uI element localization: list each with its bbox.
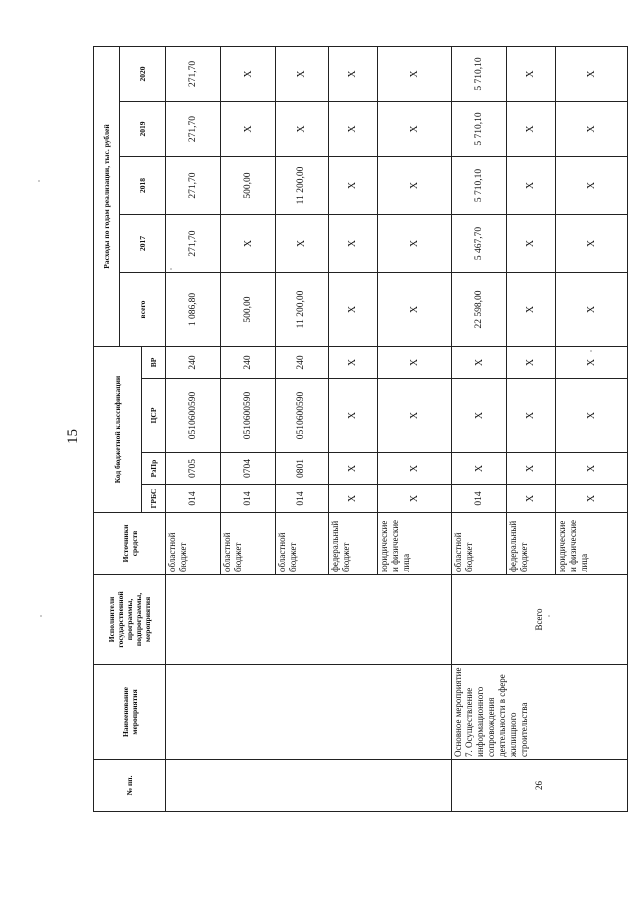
cell-total: 1 086,80 <box>166 273 221 347</box>
cell-2018: X <box>507 157 555 215</box>
cell-rzpr: X <box>377 453 452 485</box>
cell-source: федеральный бюджет <box>507 513 555 575</box>
cell-2018: 5 710,10 <box>452 157 507 215</box>
header-expenses: Расходы по годам реализации, тыс. рублей <box>94 46 120 346</box>
header-source: Источники средств <box>94 513 166 575</box>
cell-grbs: X <box>377 485 452 513</box>
cell-2018: 500,00 <box>221 157 276 215</box>
cell-vr: X <box>377 347 452 379</box>
header-2020: 2020 <box>120 46 166 101</box>
cell-2020: X <box>377 46 452 101</box>
table-row <box>166 46 221 811</box>
cell-2020: 5 710,10 <box>452 46 507 101</box>
scan-speck <box>170 268 172 270</box>
cell-2019: X <box>221 102 276 157</box>
cell-grbs: 014 <box>166 485 221 513</box>
cell-grbs: 014 <box>452 485 507 513</box>
cell-total: X <box>328 273 377 347</box>
header-csr: ЦСР <box>142 379 166 453</box>
header-total: всего <box>120 273 166 347</box>
cell-2017: X <box>221 215 276 273</box>
cell-csr: X <box>507 379 555 453</box>
header-2017: 2017 <box>120 215 166 273</box>
cell-2019: X <box>275 102 328 157</box>
cell-source: юридические и физические лица <box>377 513 452 575</box>
cell-num-empty <box>166 760 452 812</box>
table-row <box>452 46 507 811</box>
cell-2020: X <box>555 46 627 101</box>
cell-2019: 5 710,10 <box>452 102 507 157</box>
cell-rzpr: X <box>507 453 555 485</box>
cell-2020: 271,70 <box>166 46 221 101</box>
cell-2019: X <box>328 102 377 157</box>
cell-csr: 0510600590 <box>166 379 221 453</box>
cell-rzpr: 0704 <box>221 453 276 485</box>
cell-num: 26 <box>452 760 628 812</box>
page-number: 15 <box>65 429 81 444</box>
header-num: № пп. <box>94 760 166 812</box>
cell-source: областной бюджет <box>166 513 221 575</box>
cell-source: областной бюджет <box>452 513 507 575</box>
header-rzpr: РзПр <box>142 453 166 485</box>
header-2019: 2019 <box>120 102 166 157</box>
cell-executor-empty <box>166 575 452 665</box>
cell-2018: 11 200,00 <box>275 157 328 215</box>
cell-vr: X <box>507 347 555 379</box>
cell-total: X <box>377 273 452 347</box>
cell-total: X <box>555 273 627 347</box>
cell-total: 500,00 <box>221 273 276 347</box>
cell-name-empty <box>166 665 452 760</box>
cell-name: Основное мероприятие 7. Осуществление информационного сопровождения деятельности в сфере жилищного строительства <box>452 665 628 760</box>
cell-2017: X <box>275 215 328 273</box>
scan-speck <box>590 350 592 352</box>
cell-2018: X <box>377 157 452 215</box>
cell-total: 22 598,00 <box>452 273 507 347</box>
cell-grbs: 014 <box>221 485 276 513</box>
cell-source: федеральный бюджет <box>328 513 377 575</box>
cell-vr: X <box>328 347 377 379</box>
scan-speck <box>40 615 42 617</box>
header-vr: ВР <box>142 347 166 379</box>
cell-executor: Всего <box>452 575 628 665</box>
cell-rzpr: X <box>555 453 627 485</box>
cell-rzpr: X <box>452 453 507 485</box>
cell-grbs: 014 <box>275 485 328 513</box>
rotated-table-container <box>93 47 628 812</box>
cell-grbs: X <box>555 485 627 513</box>
cell-2018: 271,70 <box>166 157 221 215</box>
header-executor: Исполнители государственной программы, подпрограммы, мероприятия <box>94 575 166 665</box>
cell-csr: 0510600590 <box>221 379 276 453</box>
cell-csr: X <box>555 379 627 453</box>
cell-rzpr: 0801 <box>275 453 328 485</box>
cell-total: X <box>507 273 555 347</box>
cell-source: областной бюджет <box>275 513 328 575</box>
cell-2017: X <box>555 215 627 273</box>
cell-rzpr: 0705 <box>166 453 221 485</box>
budget-table <box>93 46 628 812</box>
header-grbs: ГРБС <box>142 485 166 513</box>
cell-csr: X <box>452 379 507 453</box>
cell-2019: X <box>377 102 452 157</box>
cell-total: 11 200,00 <box>275 273 328 347</box>
cell-csr: X <box>328 379 377 453</box>
header-2018: 2018 <box>120 157 166 215</box>
cell-vr: X <box>555 347 627 379</box>
cell-rzpr: X <box>328 453 377 485</box>
cell-grbs: X <box>328 485 377 513</box>
cell-vr: 240 <box>221 347 276 379</box>
cell-2017: X <box>507 215 555 273</box>
cell-2019: 271,70 <box>166 102 221 157</box>
cell-source: областной бюджет <box>221 513 276 575</box>
cell-vr: 240 <box>166 347 221 379</box>
cell-2017: X <box>328 215 377 273</box>
cell-2020: X <box>328 46 377 101</box>
cell-2017: X <box>377 215 452 273</box>
cell-2018: X <box>328 157 377 215</box>
cell-2020: X <box>507 46 555 101</box>
cell-2019: X <box>555 102 627 157</box>
cell-grbs: X <box>507 485 555 513</box>
cell-2020: X <box>275 46 328 101</box>
cell-vr: 240 <box>275 347 328 379</box>
cell-2017: 5 467,70 <box>452 215 507 273</box>
cell-csr: 0510600590 <box>275 379 328 453</box>
header-name: Наименование мероприятия <box>94 665 166 760</box>
cell-2020: X <box>221 46 276 101</box>
header-budget-code: Код бюджетной классификации <box>94 347 142 513</box>
scan-speck <box>38 180 40 182</box>
cell-source: юридические и физические лица <box>555 513 627 575</box>
cell-csr: X <box>377 379 452 453</box>
cell-vr: X <box>452 347 507 379</box>
cell-2017: 271,70 <box>166 215 221 273</box>
scan-speck <box>548 615 550 617</box>
cell-2019: X <box>507 102 555 157</box>
cell-2018: X <box>555 157 627 215</box>
